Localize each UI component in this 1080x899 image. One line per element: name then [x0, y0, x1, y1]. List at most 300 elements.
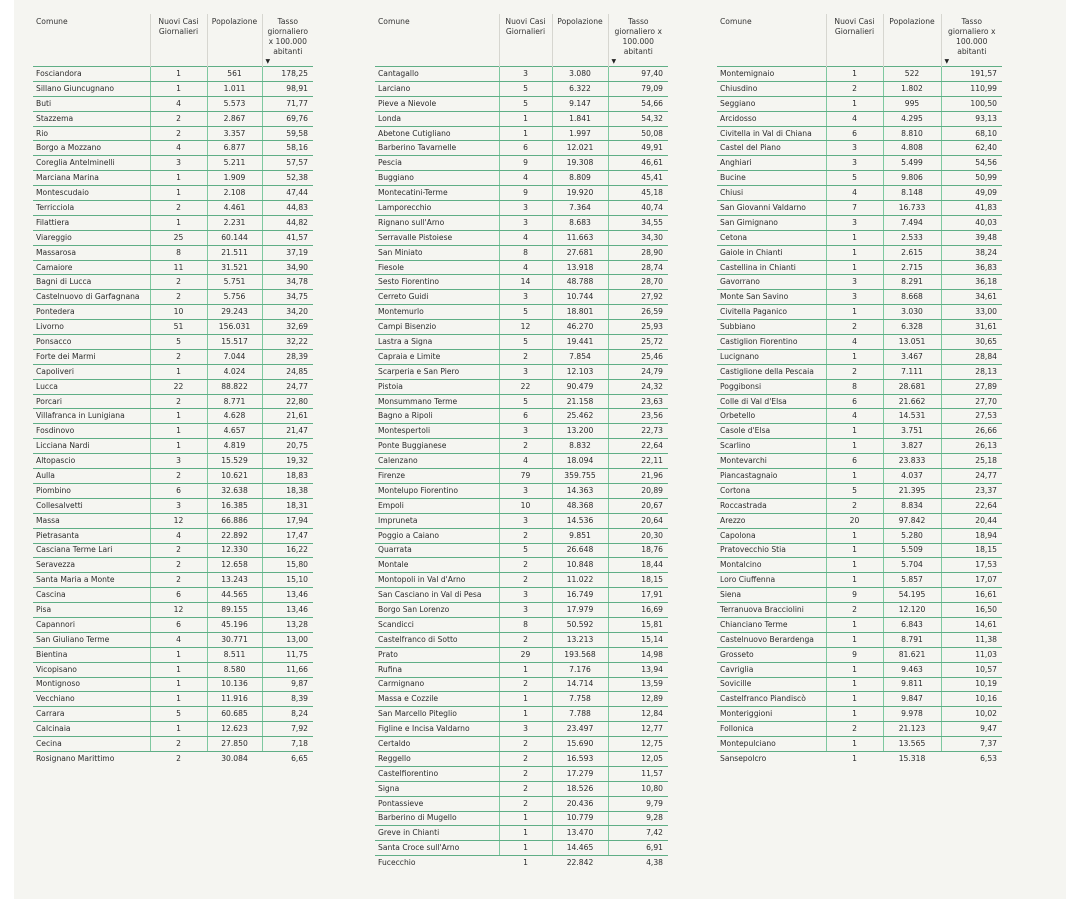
cell-tasso: 14,98	[608, 647, 668, 662]
cell-popolazione: 9.463	[883, 662, 941, 677]
table-row	[375, 588, 668, 603]
table-row	[33, 662, 313, 677]
cell-nuovi-casi: 5	[499, 81, 552, 96]
cell-tasso: 38,24	[941, 245, 1002, 260]
table-row	[33, 320, 313, 335]
cell-popolazione: 156.031	[207, 320, 262, 335]
cell-comune: Londa	[375, 111, 499, 126]
column-header-popolazione[interactable]	[207, 14, 262, 67]
table-row	[375, 766, 668, 781]
cell-tasso: 18,15	[608, 573, 668, 588]
cell-nuovi-casi: 2	[499, 737, 552, 752]
cell-popolazione: 90.479	[552, 379, 608, 394]
cell-comune: Cortona	[717, 483, 826, 498]
cell-nuovi-casi: 22	[150, 379, 207, 394]
cell-tasso: 13,46	[262, 603, 313, 618]
cell-nuovi-casi: 6	[150, 483, 207, 498]
cell-nuovi-casi: 2	[499, 781, 552, 796]
cell-nuovi-casi: 1	[150, 439, 207, 454]
table-row	[33, 394, 313, 409]
sort-desc-icon[interactable]: ▼	[265, 58, 271, 65]
cell-popolazione: 12.330	[207, 543, 262, 558]
cell-tasso: 50,99	[941, 171, 1002, 186]
table-row	[375, 573, 668, 588]
table-row	[717, 320, 1002, 335]
cell-comune: Bagni di Lucca	[33, 275, 150, 290]
cell-popolazione: 4.295	[883, 111, 941, 126]
cell-comune: Seravezza	[33, 558, 150, 573]
cell-tasso: 7,92	[262, 722, 313, 737]
cell-tasso: 28,13	[941, 364, 1002, 379]
table-row	[375, 469, 668, 484]
cell-popolazione: 7.176	[552, 662, 608, 677]
cell-popolazione: 60.144	[207, 230, 262, 245]
cell-comune: Arezzo	[717, 513, 826, 528]
cell-tasso: 16,61	[941, 588, 1002, 603]
table-row	[717, 394, 1002, 409]
cell-nuovi-casi: 25	[150, 230, 207, 245]
cell-comune: San Giuliano Terme	[33, 632, 150, 647]
cell-nuovi-casi: 20	[826, 513, 883, 528]
cell-popolazione: 8.511	[207, 647, 262, 662]
cell-tasso: 18,83	[262, 469, 313, 484]
cell-nuovi-casi: 4	[150, 96, 207, 111]
cell-nuovi-casi: 1	[499, 111, 552, 126]
cell-nuovi-casi: 2	[150, 201, 207, 216]
cell-comune: Seggiano	[717, 96, 826, 111]
cell-popolazione: 54.195	[883, 588, 941, 603]
cell-popolazione: 12.623	[207, 722, 262, 737]
cell-comune: Piancastagnaio	[717, 469, 826, 484]
cell-nuovi-casi: 6	[826, 394, 883, 409]
cell-nuovi-casi: 3	[826, 215, 883, 230]
cell-nuovi-casi: 2	[150, 290, 207, 305]
cell-comune: Montemignaio	[717, 67, 826, 82]
table-row	[717, 171, 1002, 186]
cell-comune: Capraia e Limite	[375, 349, 499, 364]
table-row	[375, 483, 668, 498]
table-row	[717, 156, 1002, 171]
column-header-tasso[interactable]	[262, 14, 313, 67]
table-row	[375, 722, 668, 737]
table-row	[33, 543, 313, 558]
table-row	[33, 96, 313, 111]
cell-tasso: 7,42	[608, 826, 668, 841]
cell-comune: Pontedera	[33, 305, 150, 320]
cell-popolazione: 25.462	[552, 409, 608, 424]
cell-comune: Rosignano Marittimo	[36, 754, 115, 764]
table-row	[33, 230, 313, 245]
cell-popolazione: 28.681	[883, 379, 941, 394]
cell-nuovi-casi: 14	[499, 275, 552, 290]
cell-comune: San Marcello Piteglio	[375, 707, 499, 722]
cell-popolazione: 16.733	[883, 201, 941, 216]
cell-tasso: 27,70	[941, 394, 1002, 409]
cell-nuovi-casi: 5	[826, 483, 883, 498]
table-row	[33, 573, 313, 588]
cell-comune: Vecchiano	[33, 692, 150, 707]
cell-tasso: 34,90	[262, 260, 313, 275]
cell-tasso: 17,47	[262, 528, 313, 543]
cell-nuovi-casi: 5	[150, 335, 207, 350]
table-row	[717, 245, 1002, 260]
cell-tasso: 11,57	[608, 766, 668, 781]
cell-comune: Ponsacco	[33, 335, 150, 350]
cell-nuovi-casi: 12	[150, 513, 207, 528]
cell-popolazione: 193.568	[552, 647, 608, 662]
cell-nuovi-casi: 1	[826, 245, 883, 260]
column-header-nuovi-casi[interactable]	[826, 14, 883, 67]
table-row	[375, 275, 668, 290]
cell-comune: Empoli	[375, 498, 499, 513]
cell-comune: Carmignano	[375, 677, 499, 692]
cell-comune: Livorno	[33, 320, 150, 335]
table-province-group-2	[375, 14, 668, 871]
cell-tasso: 32,22	[262, 335, 313, 350]
cell-popolazione: 88.822	[207, 379, 262, 394]
cell-nuovi-casi: 1	[826, 737, 883, 752]
table-row	[375, 424, 668, 439]
cell-popolazione: 3.030	[883, 305, 941, 320]
cell-popolazione: 522	[883, 67, 941, 82]
cell-popolazione: 2.867	[207, 111, 262, 126]
header-row	[375, 14, 668, 67]
cell-comune: Civitella Paganico	[717, 305, 826, 320]
cell-popolazione: 11.663	[552, 230, 608, 245]
table-row	[33, 349, 313, 364]
column-header-nuovi-casi[interactable]	[150, 14, 207, 67]
cell-tasso: 31,61	[941, 320, 1002, 335]
column-header-comune[interactable]	[33, 14, 150, 67]
cell-comune: Castelfranco Piandiscò	[717, 692, 826, 707]
cell-popolazione: 561	[207, 67, 262, 82]
cell-nuovi-casi: 2	[499, 632, 552, 647]
cell-nuovi-casi: 3	[499, 603, 552, 618]
cell-tasso: 18,15	[941, 543, 1002, 558]
cell-comune: Castiglion Fiorentino	[717, 335, 826, 350]
cell-nuovi-casi: 4	[499, 230, 552, 245]
cell-comune: Lucignano	[717, 349, 826, 364]
cell-nuovi-casi: 2	[499, 751, 552, 766]
cell-popolazione: 4.037	[883, 469, 941, 484]
cell-comune: Fiesole	[375, 260, 499, 275]
cell-nuovi-casi: 9	[499, 186, 552, 201]
cell-comune: Greve in Chianti	[375, 826, 499, 841]
cell-nuovi-casi: 2	[150, 275, 207, 290]
table-row	[717, 528, 1002, 543]
cell-comune: Castelfranco di Sotto	[375, 632, 499, 647]
cell-nuovi-casi: 2	[826, 603, 883, 618]
table-row	[375, 632, 668, 647]
column-header-label: Popolazione	[889, 17, 935, 26]
table-row	[375, 171, 668, 186]
cell-tasso: 26,59	[608, 305, 668, 320]
cell-tasso: 45,18	[608, 186, 668, 201]
table-row	[717, 662, 1002, 677]
cell-popolazione: 2.108	[207, 186, 262, 201]
cell-comune: Montignoso	[33, 677, 150, 692]
cell-popolazione: 359.755	[552, 469, 608, 484]
cell-popolazione: 8.291	[883, 275, 941, 290]
cell-nuovi-casi: 2	[499, 528, 552, 543]
cell-nuovi-casi: 4	[150, 528, 207, 543]
cell-tasso: 45,41	[608, 171, 668, 186]
sort-desc-icon[interactable]: ▼	[944, 58, 950, 65]
cell-nuovi-casi: 4	[150, 632, 207, 647]
cell-tasso: 10,16	[941, 692, 1002, 707]
cell-comune: Certaldo	[375, 737, 499, 752]
cell-popolazione: 19.920	[552, 186, 608, 201]
cell-popolazione: 4.628	[207, 409, 262, 424]
cell-tasso: 27,89	[941, 379, 1002, 394]
cell-tasso: 34,30	[608, 230, 668, 245]
cell-comune: Pietrasanta	[33, 528, 150, 543]
cell-nuovi-casi: 4	[826, 186, 883, 201]
table-row	[33, 290, 313, 305]
cell-tasso: 34,20	[262, 305, 313, 320]
cell-tasso: 20,30	[608, 528, 668, 543]
cell-popolazione: 3.751	[883, 424, 941, 439]
cell-comune: Pistoia	[375, 379, 499, 394]
cell-nuovi-casi: 3	[499, 483, 552, 498]
cell-popolazione: 4.819	[207, 439, 262, 454]
table-row	[33, 483, 313, 498]
cell-nuovi-casi: 10	[150, 305, 207, 320]
table-row	[375, 126, 668, 141]
cell-tasso: 24,85	[262, 364, 313, 379]
table-row	[33, 141, 313, 156]
table-row	[375, 498, 668, 513]
cell-popolazione: 10.779	[552, 811, 608, 826]
cell-tasso: 16,22	[262, 543, 313, 558]
cell-comune: Casole d'Elsa	[717, 424, 826, 439]
cell-comune: Borgo San Lorenzo	[375, 603, 499, 618]
table-row	[33, 156, 313, 171]
cell-nuovi-casi: 8	[499, 617, 552, 632]
cell-popolazione: 89.155	[207, 603, 262, 618]
table-row	[33, 364, 313, 379]
cell-popolazione: 1.909	[207, 171, 262, 186]
cell-nuovi-casi: 1	[826, 573, 883, 588]
cell-tasso: 33,00	[941, 305, 1002, 320]
cell-popolazione: 13.051	[883, 335, 941, 350]
cell-popolazione: 4.657	[207, 424, 262, 439]
table-row	[375, 156, 668, 171]
cell-comune: Montecatini-Terme	[375, 186, 499, 201]
cell-comune: Montemurlo	[375, 305, 499, 320]
cell-popolazione: 44.565	[207, 588, 262, 603]
cell-tasso: 20,89	[608, 483, 668, 498]
cell-tasso: 13,46	[262, 588, 313, 603]
cell-popolazione: 15.517	[207, 335, 262, 350]
cell-comune: Castelfiorentino	[375, 766, 499, 781]
table-row	[33, 245, 313, 260]
table-row	[33, 260, 313, 275]
cell-popolazione: 4.808	[883, 141, 941, 156]
table-row	[375, 320, 668, 335]
column-header-label: Tasso giornaliero x 100.000 abitanti	[614, 17, 662, 56]
cell-nuovi-casi: 1	[826, 617, 883, 632]
cell-nuovi-casi: 1	[150, 67, 207, 82]
cell-popolazione: 10.744	[552, 290, 608, 305]
cell-nuovi-casi: 1	[499, 126, 552, 141]
column-header-popolazione[interactable]	[883, 14, 941, 67]
cell-comune: Calcinaia	[33, 722, 150, 737]
table-row	[375, 349, 668, 364]
cell-tasso: 21,96	[608, 469, 668, 484]
cell-nuovi-casi: 2	[826, 498, 883, 513]
table-row	[375, 558, 668, 573]
cell-comune: Fucecchio	[378, 858, 416, 868]
table-row	[33, 558, 313, 573]
cell-comune: Buti	[33, 96, 150, 111]
column-header-label: Comune	[720, 17, 752, 26]
table-row	[717, 498, 1002, 513]
table-row	[33, 305, 313, 320]
column-header-comune[interactable]	[375, 14, 499, 67]
cell-tasso: 24,77	[262, 379, 313, 394]
cell-comune: Rignano sull'Arno	[375, 215, 499, 230]
cell-comune: Cantagallo	[375, 67, 499, 82]
cell-popolazione: 5.573	[207, 96, 262, 111]
column-header-popolazione[interactable]	[552, 14, 608, 67]
table-row	[33, 379, 313, 394]
sort-desc-icon[interactable]: ▼	[611, 58, 617, 65]
cell-popolazione: 27.681	[552, 245, 608, 260]
cell-tasso: 12,77	[608, 722, 668, 737]
cell-comune: Cavriglia	[717, 662, 826, 677]
table-row	[717, 141, 1002, 156]
cell-comune: Bagno a Ripoli	[375, 409, 499, 424]
cell-popolazione: 18.526	[552, 781, 608, 796]
cell-nuovi-casi: 6	[150, 617, 207, 632]
cell-popolazione: 21.158	[552, 394, 608, 409]
cell-tasso: 28,90	[608, 245, 668, 260]
cell-tasso: 22,73	[608, 424, 668, 439]
cell-tasso: 22,11	[608, 454, 668, 469]
cell-tasso: 25,72	[608, 335, 668, 350]
cell-comune: Sillano Giuncugnano	[33, 81, 150, 96]
table-row	[33, 632, 313, 647]
cell-nuovi-casi: 51	[150, 320, 207, 335]
cell-tasso: 62,40	[941, 141, 1002, 156]
cell-comune: Cascina	[33, 588, 150, 603]
table-row	[375, 677, 668, 692]
cell-popolazione: 66.886	[207, 513, 262, 528]
cell-tasso: 21,61	[262, 409, 313, 424]
cell-nuovi-casi: 1	[826, 349, 883, 364]
cell-tasso: 20,64	[608, 513, 668, 528]
cell-nuovi-casi: 3	[826, 290, 883, 305]
cell-tasso: 15,81	[608, 617, 668, 632]
column-header-nuovi-casi[interactable]	[499, 14, 552, 67]
cell-nuovi-casi: 6	[826, 454, 883, 469]
cell-tasso: 30,65	[941, 335, 1002, 350]
cell-comune: Piombino	[33, 483, 150, 498]
cell-comune: Montalcino	[717, 558, 826, 573]
cell-tasso: 28,84	[941, 349, 1002, 364]
cell-popolazione: 6.322	[552, 81, 608, 96]
cell-comune: Collesalvetti	[33, 498, 150, 513]
table-row	[717, 751, 1002, 766]
cell-comune: Chiusdino	[717, 81, 826, 96]
cell-tasso: 100,50	[941, 96, 1002, 111]
table-row	[717, 469, 1002, 484]
column-header-tasso[interactable]	[608, 14, 668, 67]
cell-tasso: 11,66	[262, 662, 313, 677]
table-row	[375, 305, 668, 320]
cell-comune: Lucca	[33, 379, 150, 394]
cell-tasso: 58,16	[262, 141, 313, 156]
cell-tasso: 54,32	[608, 111, 668, 126]
cell-tasso: 12,84	[608, 707, 668, 722]
cell-nuovi-casi: 3	[150, 498, 207, 513]
cell-comune: Sesto Fiorentino	[375, 275, 499, 290]
cell-nuovi-casi: 3	[150, 156, 207, 171]
cell-popolazione: 5.704	[883, 558, 941, 573]
cell-comune: Impruneta	[375, 513, 499, 528]
table-row	[375, 543, 668, 558]
cell-popolazione: 8.771	[207, 394, 262, 409]
cell-comune: Montopoli in Val d'Arno	[375, 573, 499, 588]
cell-comune: Castel del Piano	[717, 141, 826, 156]
cell-popolazione: 9.978	[883, 707, 941, 722]
cell-nuovi-casi: 8	[150, 245, 207, 260]
table-row	[717, 483, 1002, 498]
cell-popolazione: 21.395	[883, 483, 941, 498]
column-header-comune[interactable]	[717, 14, 826, 67]
cell-comune: Pisa	[33, 603, 150, 618]
table-row	[717, 275, 1002, 290]
cell-nuovi-casi: 3	[826, 156, 883, 171]
cell-popolazione: 1.841	[552, 111, 608, 126]
cell-popolazione: 9.851	[552, 528, 608, 543]
cell-tasso: 20,44	[941, 513, 1002, 528]
cell-comune: Roccastrada	[717, 498, 826, 513]
cell-tasso: 13,00	[262, 632, 313, 647]
column-header-tasso[interactable]	[941, 14, 1002, 67]
cell-nuovi-casi: 2	[826, 722, 883, 737]
cell-popolazione: 13.565	[883, 737, 941, 752]
cell-comune: Civitella in Val di Chiana	[717, 126, 826, 141]
table-row	[33, 498, 313, 513]
cell-popolazione: 48.788	[552, 275, 608, 290]
cell-nuovi-casi: 1	[826, 692, 883, 707]
table-row	[375, 245, 668, 260]
table-row	[375, 96, 668, 111]
cell-nuovi-casi: 2	[499, 766, 552, 781]
cell-comune: Grosseto	[717, 647, 826, 662]
table-row	[375, 796, 668, 811]
cell-tasso: 12,05	[608, 751, 668, 766]
cell-popolazione: 6.843	[883, 617, 941, 632]
cell-popolazione: 81.621	[883, 647, 941, 662]
cell-comune: Gavorrano	[717, 275, 826, 290]
cell-popolazione: 27.850	[207, 737, 262, 752]
cell-comune: Bientina	[33, 647, 150, 662]
cell-comune: Castelnuovo Berardenga	[717, 632, 826, 647]
cell-comune: Filattiera	[33, 215, 150, 230]
cell-tasso: 7,37	[941, 737, 1002, 752]
table-row	[33, 81, 313, 96]
table-row	[33, 588, 313, 603]
cell-popolazione: 7.364	[552, 201, 608, 216]
cell-tasso: 9,87	[262, 677, 313, 692]
cell-nuovi-casi: 3	[499, 513, 552, 528]
table-row	[717, 81, 1002, 96]
cell-popolazione: 8.810	[883, 126, 941, 141]
column-header-label: Tasso giornaliero x 100.000 abitanti	[267, 17, 309, 56]
